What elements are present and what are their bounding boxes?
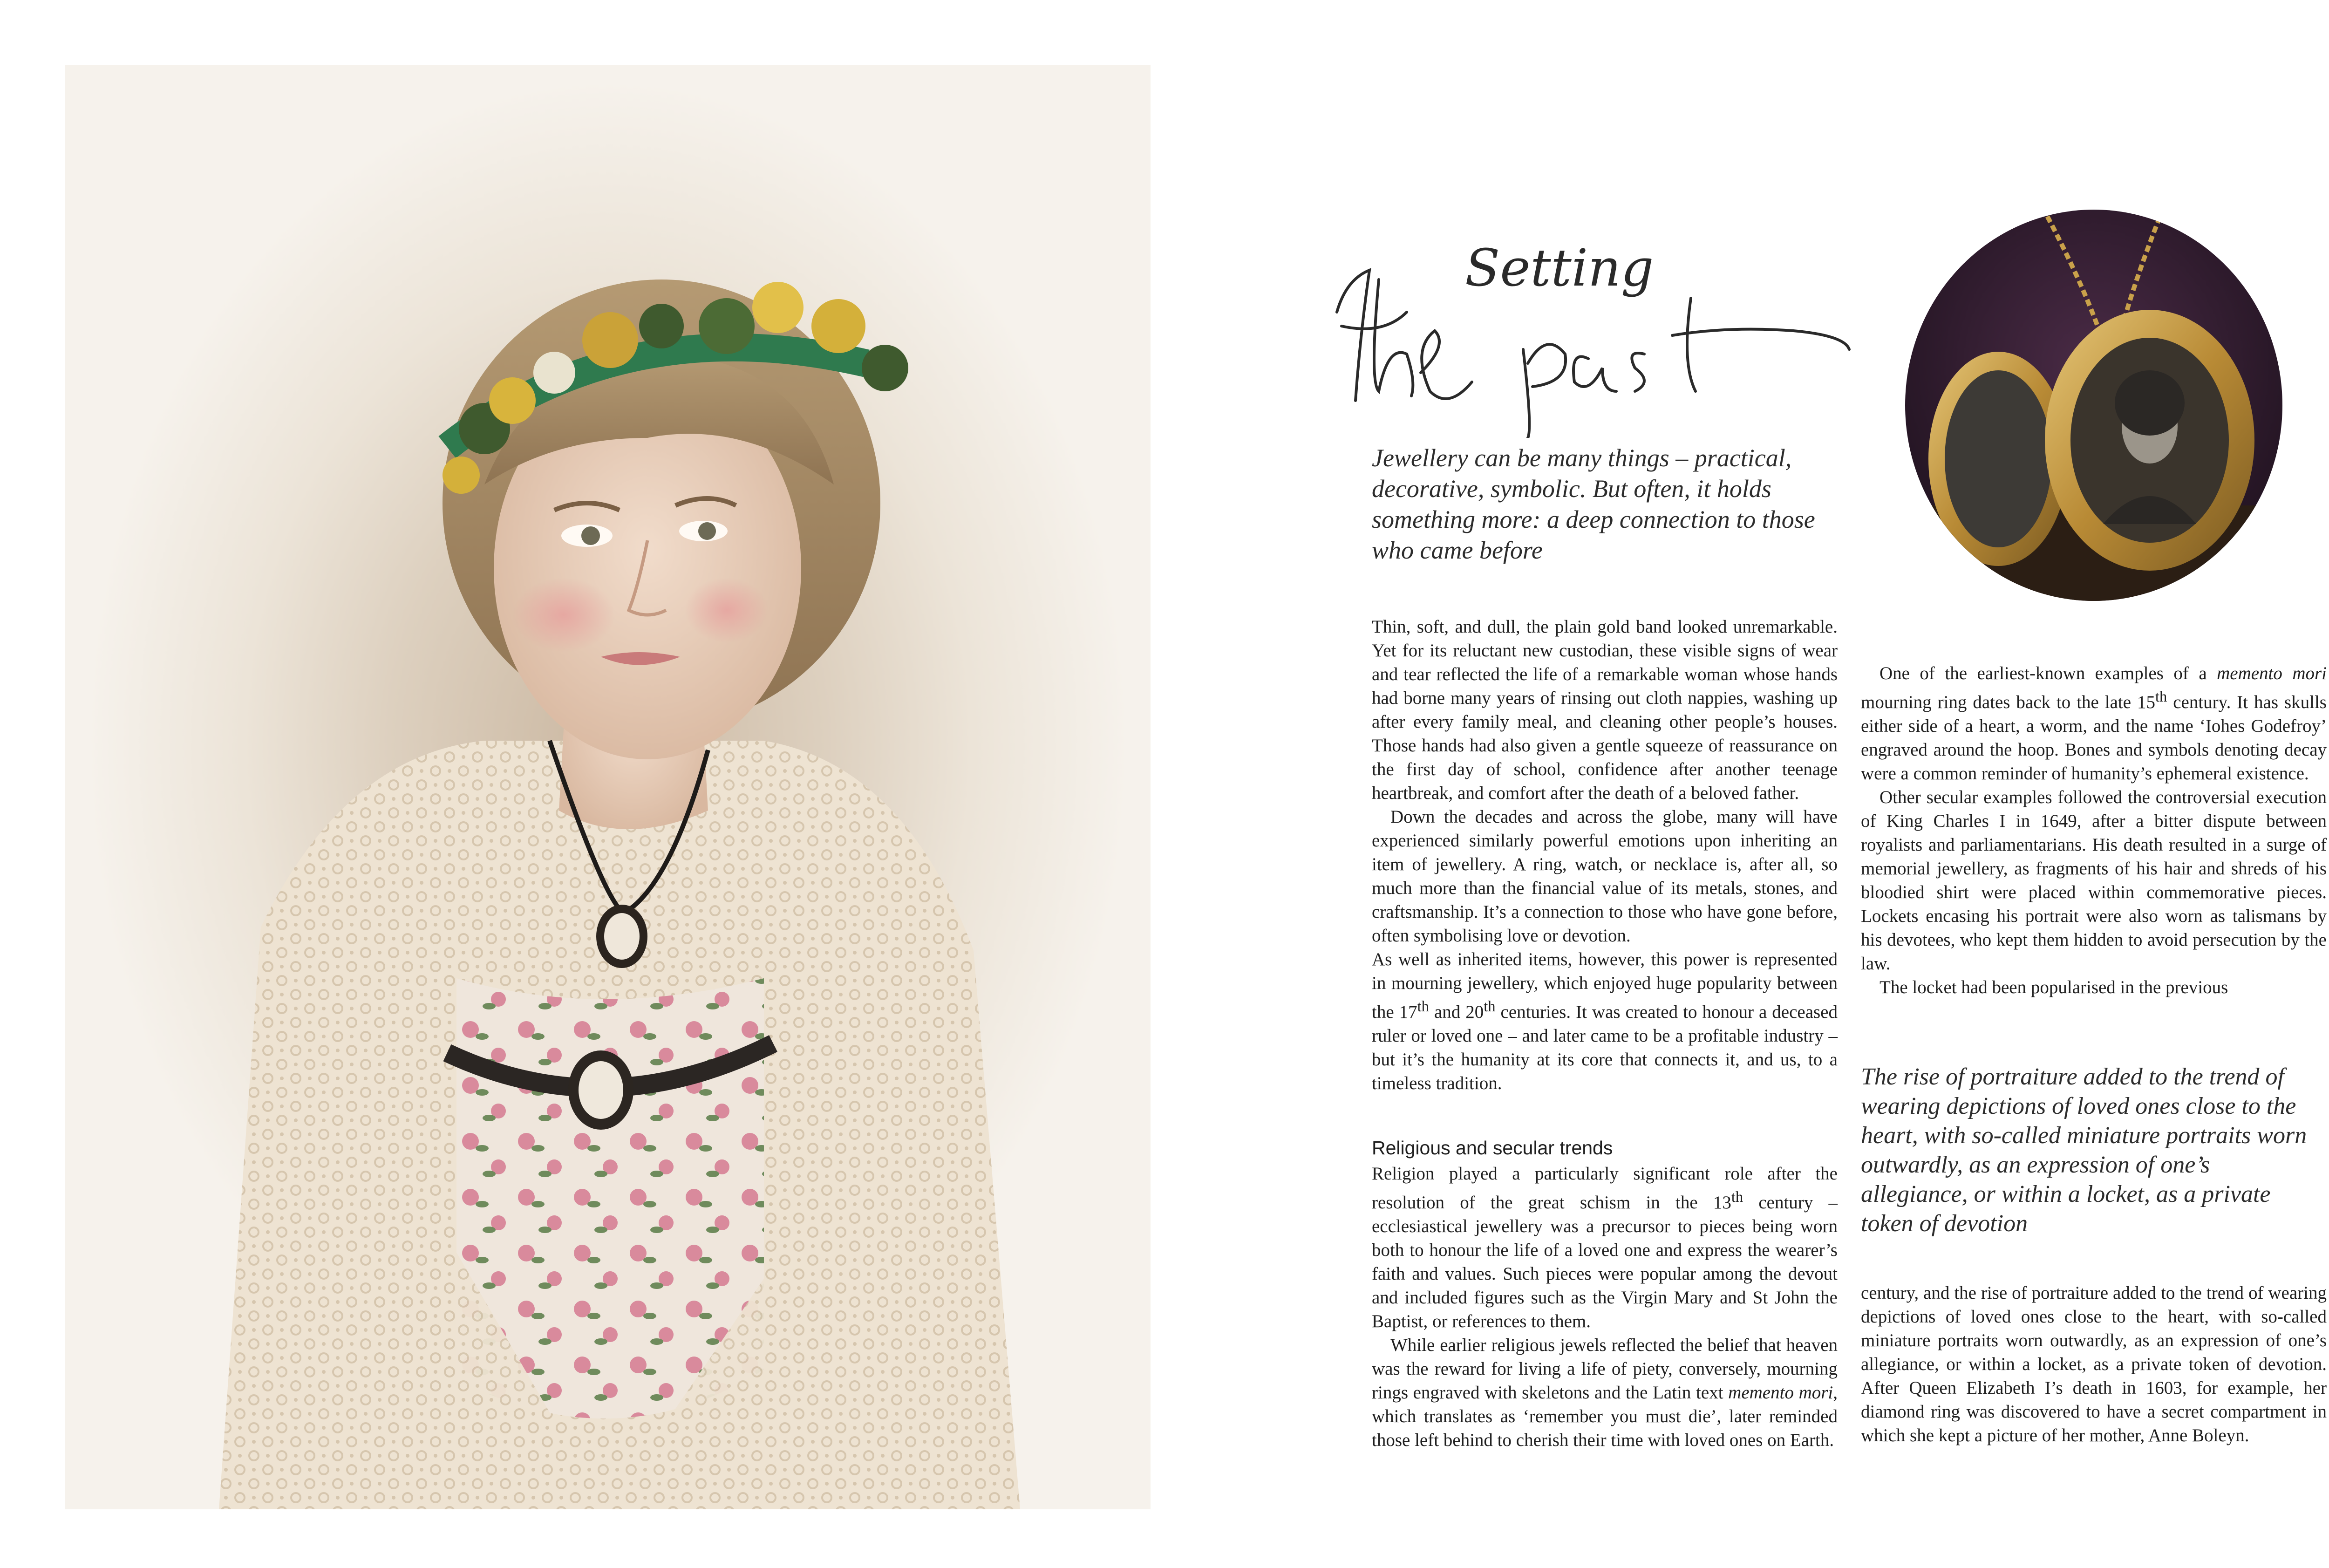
portrait-photo — [65, 65, 1151, 1509]
paragraph: While earlier religious jewels reflected the belief that heaven was the reward for living a life of piety, conversely, mourning rings engraved with skeletons and the Latin text memento mori, which translates as ‘remember you must die’, later reminded those left behind to cherish their time with loved ones on Earth. — [1372, 1335, 1838, 1450]
superscript: th — [1484, 998, 1496, 1015]
standfirst: Jewellery can be many things – practical, decorative, symbolic. But often, it holds something more: a deep connection to those who came before — [1372, 444, 1815, 564]
paragraph: One of the earliest-known examples of a memento mori mourning ring dates back to the late 15th century. It has skulls either side of a heart, a worm, and the name ‘Iohes Godefroy’ engraved around the hoop. Bones and symbols denoting decay were a common reminder of humanity’s ephemeral existence. — [1861, 663, 2327, 784]
superscript: th — [1731, 1189, 1743, 1206]
paragraph: Other secular examples followed the controversial execution of King Charles I in 1649, after a bitter dispute between royalists and parliamentarians. His death resulted in a surge of memorial jewellery, as fragments of his hair and shreds of his bloodied shirt were placed within commemorative pieces. Lockets encasing his portrait were also worn as talismans by his devotees, who kept them hidden to avoid persecution by the law. — [1861, 787, 2327, 974]
paragraph: The locket had been popularised in the previous — [1880, 977, 2228, 997]
superscript: th — [1417, 998, 1429, 1015]
section-subhead: Religious and secular trends — [1372, 1137, 1613, 1159]
body-column-right — [1861, 661, 2327, 999]
locket-photo — [1903, 207, 2285, 603]
paragraph: As well as inherited items, however, this power is represented in mourning jewellery, which enjoyed huge popularity between the 17th and 20th centuries. It was created to honour a deceased ruler or loved one – and later came to be a profitable industry – but it’s the humanity at its core that connects it, and us, to a timeless tradition. — [1372, 949, 1838, 1093]
paragraph: Thin, soft, and dull, the plain gold band looked unremarkable. Yet for its reluctant new custodian, these visible signs of wear and tear reflected the life of a remarkable woman whose hands had borne many years of rinsing out cloth nappies, washing up after every family meal, and cleaning other people’s houses. Those hands had also given a gentle squeeze of reassurance on the first day of school, confidence after another teenage heartbreak, and comfort after the death of a beloved father. — [1372, 617, 1838, 803]
pull-quote: The rise of portraiture added to the trend of wearing depictions of loved ones close to the heart, with so-called miniature portraits worn outwardly, as an expression of one’s allegiance, or within a locket, as a private token of devotion — [1861, 1064, 2307, 1237]
paragraph: century, and the rise of portraiture added to the trend of wearing depictions of loved ones close to the heart, with so-called miniature portraits worn outwardly, as an expression of one’s allegiance, or within a locket, as a private token of devotion. After Queen Elizabeth I’s death in 1603, for example, her diamond ring was discovered to have a secret compartment in which she kept a picture of her mother, Anne Boleyn. — [1861, 1283, 2327, 1445]
body-column-right-lower — [1861, 1281, 2327, 1447]
superscript: th — [2155, 689, 2167, 705]
article-title: Setting — [1465, 238, 1654, 298]
body-column-left — [1372, 615, 1838, 1095]
body-column-left-lower — [1372, 1137, 1838, 1452]
paragraph: Religion played a particularly significant role after the resolution of the great schism in the 13th century – ecclesiastical jewellery was a precursor to pieces being worn both to honour the life of a loved one and express the wearer’s faith and values. Such pieces were popular among the devout and included figures such as the Virgin Mary and St John the Baptist, or references to them. — [1372, 1164, 1838, 1331]
paragraph: Down the decades and across the globe, many will have experienced similarly powerful emotions upon inheriting an item of jewellery. A ring, watch, or necklace is, after all, so much more than the financial value of its metals, stones, and craftsmanship. It’s a connection to those who have gone before, often symbolising love or devotion. — [1372, 807, 1838, 946]
